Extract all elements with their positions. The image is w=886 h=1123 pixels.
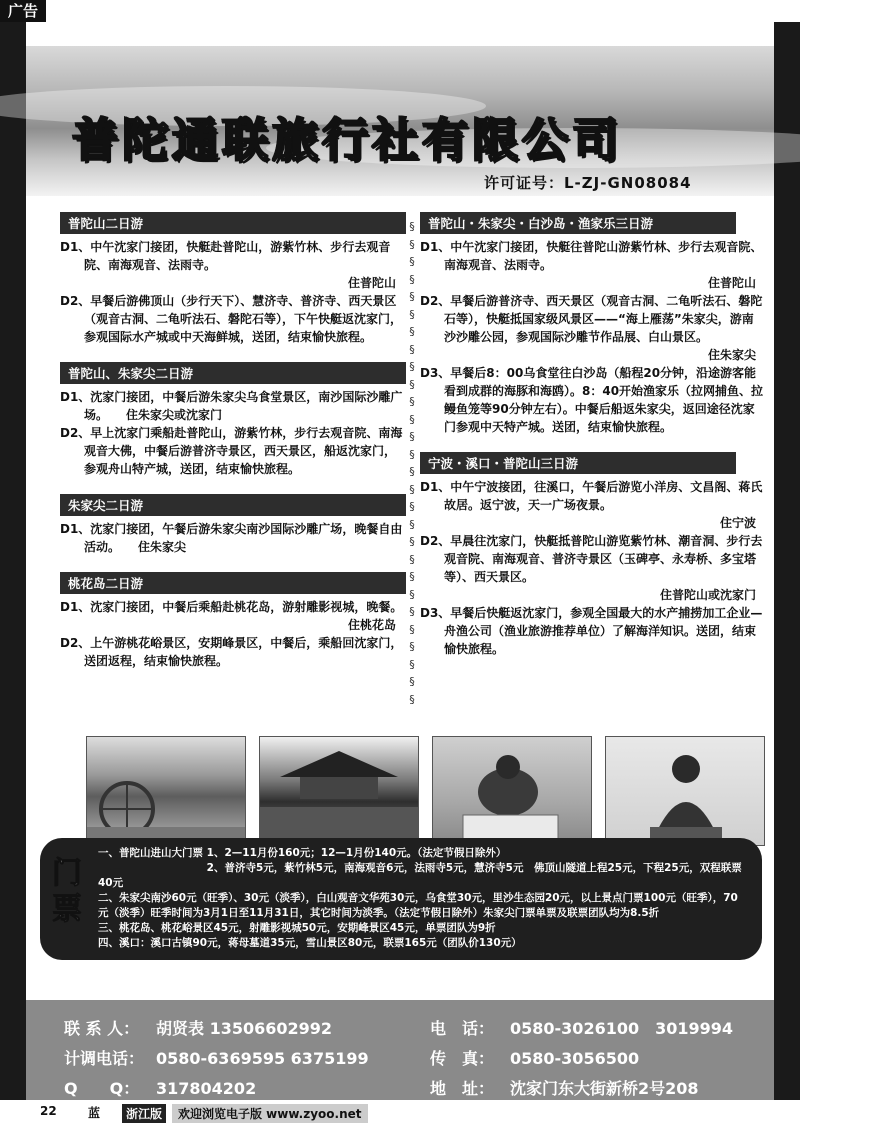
divider-symbol: § — [409, 482, 415, 496]
waterwheel-photo — [86, 736, 246, 846]
itinerary-section — [420, 212, 764, 436]
itinerary-title: 普陀山、朱家尖二日游 — [60, 362, 406, 384]
qq-number: Q Q： 317804202 — [64, 1079, 257, 1098]
itinerary-section — [60, 494, 404, 556]
section-divider — [406, 218, 418, 708]
itinerary-title: 桃花岛二日游 — [60, 572, 406, 594]
divider-symbol: § — [409, 465, 415, 478]
dispatch-phone: 计调电话： 0580-6369595 6375199 — [64, 1049, 369, 1068]
buddha-statue-icon — [606, 737, 764, 845]
divider-symbol: § — [409, 342, 415, 356]
divider-symbol: § — [409, 447, 415, 461]
itinerary-day: D3、早餐后8：00乌食堂往白沙岛（船程20分钟，沿途游客能看到成群的海豚和海鸥）。8：40开始渔家乐（拉网捕鱼、拉鳗鱼笼等90分钟左右）。中餐后船返朱家尖，返回途径沈家门参观中天特产城。送团，结束愉快旅程。 — [420, 366, 764, 434]
divider-symbol: § — [409, 675, 415, 688]
divider-symbol: § — [409, 552, 415, 566]
itinerary-day: D2、早晨往沈家门，快艇抵普陀山游览紫竹林、潮音洞、步行去观音院、南海观音、普济寺景区（玉碑亭、永寿桥、多宝塔等）、西天景区。 — [420, 534, 763, 584]
ticket-price-list — [98, 846, 748, 951]
telephone: 电 话： 0580-3026100 3019994 — [430, 1019, 734, 1038]
itinerary-day: D1、沈家门接团，中餐后乘船赴桃花岛，游射雕影视城，晚餐。 — [60, 600, 403, 614]
ticket-price-line: 一、普陀山进山大门票 1、2—11月份160元；12—1月份140元。（法定节假日除外） — [98, 847, 507, 859]
divider-symbol: § — [409, 272, 415, 286]
stay-location: 住宁波 — [719, 516, 756, 530]
itinerary-day: D1、沈家门接团，午餐后游朱家尖南沙国际沙雕广场，晚餐自由活动。 住朱家尖 — [60, 522, 403, 554]
pavilion-photo — [259, 736, 419, 846]
itinerary-day: D1、中午沈家门接团，快艇赴普陀山，游紫竹林、步行去观音院、南海观音、法雨寺。 — [60, 240, 391, 272]
divider-symbol: § — [409, 360, 415, 373]
contact-person: 联 系 人： 胡贤表 13506602992 — [64, 1019, 333, 1038]
divider-symbol: § — [409, 377, 415, 391]
divider-symbol: § — [409, 517, 415, 531]
address: 地 址： 沈家门东大街新桥2号208 — [430, 1079, 699, 1098]
divider-symbol: § — [409, 430, 415, 443]
itinerary-day: D2、早餐后游佛顶山（步行天下）、慧济寺、普济寺、西天景区（观音古洞、二龟听法石、磐陀石等），下午快艇返沈家门，参观国际水产城或中天海鲜城，送团，结束愉快旅程。 — [60, 294, 403, 344]
divider-symbol: § — [409, 500, 415, 513]
divider-symbol: § — [409, 220, 415, 233]
edition-badge: 浙江版 — [122, 1104, 166, 1123]
divider-symbol: § — [409, 640, 415, 653]
stay-location: 住朱家尖 — [707, 348, 756, 362]
ticket-price-line: 四、溪口：溪口古镇90元，蒋母墓道35元，雪山景区80元，联票165元（团队价130元） — [98, 937, 522, 949]
itinerary-title: 普陀山二日游 — [60, 212, 406, 234]
divider-symbol: § — [409, 657, 415, 671]
itinerary-day: D2、早上沈家门乘船赴普陀山，游紫竹林，步行去观音院、南海观音大佛，中餐后游普济寺景区，西天景区，船返沈家门，参观舟山特产城，送团，结束愉快旅程。 — [60, 426, 403, 476]
itinerary-title: 宁波・溪口・普陀山三日游 — [420, 452, 736, 474]
stay-location: 住普陀山或沈家门 — [659, 588, 756, 602]
left-itinerary-column — [60, 212, 404, 686]
itinerary-section — [60, 212, 404, 346]
stay-location: 住普陀山 — [707, 276, 756, 290]
page-footer — [0, 1100, 800, 1123]
divider-symbol: § — [409, 622, 415, 636]
waterwheel-icon — [87, 737, 245, 845]
divider-symbol: § — [409, 255, 415, 268]
itinerary-section — [60, 572, 404, 670]
ticket-price-line: 二、朱家尖南沙60元（旺季）、30元（淡季），白山观音文华苑30元，乌食堂30元，里沙生态园20元，以上景点门票100元（旺季），70元（淡季）旺季时间为3月1日至11月31日，其它时间为淡季。（法定节假日除外）朱家尖门票单票及联票团队均为8.5折 — [98, 892, 738, 919]
divider-symbol: § — [409, 307, 415, 321]
itinerary-day: D3、早餐后快艇返沈家门，参观全国最大的水产捕捞加工企业—舟渔公司（渔业旅游推荐单位）了解海洋知识。送团，结束愉快旅程。 — [420, 606, 763, 656]
contact-bar — [26, 1000, 774, 1102]
itinerary-day: D1、沈家门接团，中餐后游朱家尖乌食堂景区，南沙国际沙雕广场。 住朱家尖或沈家门 — [60, 390, 403, 422]
ticket-price-line: 2、普济寺5元，紫竹林5元，南海观音6元，法雨寺5元，慧济寺5元 佛顶山隧道上程25元，下程25元，双程联票40元 — [98, 862, 742, 889]
maitreya-statue-icon — [433, 737, 591, 845]
divider-symbol: § — [409, 692, 415, 706]
buddha-statue-photo — [605, 736, 765, 846]
itinerary-title: 朱家尖二日游 — [60, 494, 406, 516]
itinerary-day: D1、中午沈家门接团，快艇往普陀山游紫竹林、步行去观音院、南海观音、法雨寺。 — [420, 240, 763, 272]
stay-location: 住桃花岛 — [347, 618, 396, 632]
divider-symbol: § — [409, 605, 415, 618]
ticket-title: 门票 — [52, 856, 82, 927]
divider-symbol: § — [409, 395, 415, 408]
company-name: 普陀通联旅行社有限公司 — [72, 113, 622, 167]
license-number: 许可证号：L-ZJ-GN08084 — [484, 174, 692, 192]
itinerary-day: D2、上午游桃花峪景区，安期峰景区，中餐后，乘船回沈家门，送团返程，结束愉快旅程。 — [60, 636, 403, 668]
itinerary-title: 普陀山・朱家尖・白沙岛・渔家乐三日游 — [420, 212, 736, 234]
divider-symbol: § — [409, 570, 415, 583]
divider-symbol: § — [409, 587, 415, 601]
ad-tag: 广告 — [0, 0, 46, 22]
divider-symbol: § — [409, 237, 415, 251]
website-slogan: 欢迎浏览电子版 www.zyoo.net — [172, 1104, 368, 1123]
header-banner — [26, 46, 774, 196]
ticket-price-line: 三、桃花岛、桃花峪景区45元，射雕影视城50元，安期峰景区45元，单票团队为9折 — [98, 922, 496, 934]
right-itinerary-column — [420, 212, 764, 674]
maitreya-statue-photo — [432, 736, 592, 846]
stay-location: 住普陀山 — [347, 276, 396, 290]
itinerary-section — [420, 452, 764, 658]
divider-symbol: § — [409, 535, 415, 548]
photo-strip — [86, 736, 776, 846]
itinerary-day: D2、早餐后游普济寺、西天景区（观音古洞、二龟听法石、磐陀石等），快艇抵国家级风景区——“海上雁荡”朱家尖，游南沙沙雕公园，参观国际沙雕节作品展、白山景区。 — [420, 294, 763, 344]
divider-symbol: § — [409, 325, 415, 338]
divider-symbol: § — [409, 412, 415, 426]
pavilion-icon — [260, 737, 418, 845]
fax: 传 真： 0580-3056500 — [430, 1049, 640, 1068]
footer-mark: 蓝 — [88, 1106, 101, 1120]
page-number: 22 — [40, 1104, 57, 1118]
itinerary-section — [60, 362, 404, 478]
itinerary-day: D1、中午宁波接团，往溪口，午餐后游览小洋房、文昌阁、蒋氏故居。返宁波，天一广场夜景。 — [420, 480, 763, 512]
divider-symbol: § — [409, 290, 415, 303]
ticket-price-panel — [40, 838, 762, 960]
